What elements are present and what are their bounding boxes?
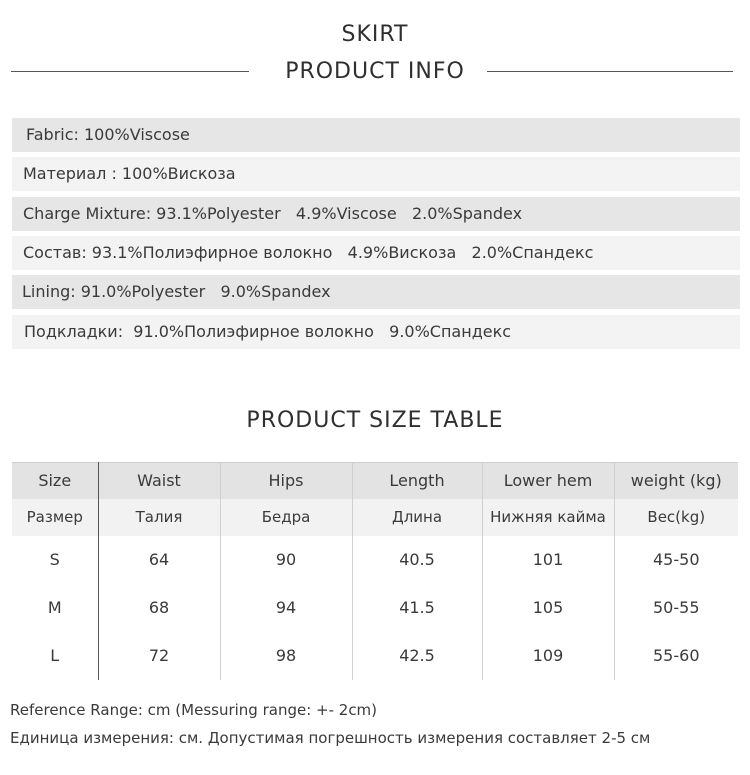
section-title-size-table: PRODUCT SIZE TABLE — [246, 408, 504, 433]
header-lower-hem: Lower hem — [482, 463, 614, 499]
info-row-charge-mixture: Charge Mixture: 93.1%Polyester 4.9%Viscose 2.0%Spandex — [12, 197, 740, 231]
size-table — [12, 462, 738, 680]
cell-size: M — [12, 584, 98, 632]
cell-lower-hem: 105 — [482, 584, 614, 632]
header-hips-ru: Бедра — [220, 499, 352, 536]
cell-lower-hem: 109 — [482, 632, 614, 680]
cell-weight: 45-50 — [653, 550, 700, 569]
cell-length: 40.5 — [352, 536, 482, 584]
info-row-lining-ru: Подкладки: 91.0%Полиэфирное волокно 9.0%Спандекс — [12, 315, 740, 349]
header-waist: Waist — [98, 463, 220, 499]
reference-range-note: Reference Range: cm (Messuring range: +- 2cm) — [10, 701, 378, 719]
info-row-lining: Lining: 91.0%Polyester 9.0%Spandex — [12, 275, 740, 309]
info-row-fabric: Fabric: 100%Viscose — [12, 118, 740, 152]
header-length-ru: Длина — [352, 499, 482, 536]
header-weight: weight (kg) — [630, 471, 722, 491]
cell-waist: 68 — [98, 584, 220, 632]
size-table-header-en — [12, 463, 738, 499]
cell-waist: 72 — [98, 632, 220, 680]
header-length: Length — [352, 463, 482, 499]
table-row — [12, 584, 738, 632]
header-lower-hem-ru: Нижняя кайма — [482, 499, 614, 536]
cell-length: 42.5 — [352, 632, 482, 680]
section-title-product-info: PRODUCT INFO — [285, 59, 465, 84]
header-waist-ru: Талия — [98, 499, 220, 536]
header-hips: Hips — [220, 463, 352, 499]
cell-size: L — [12, 632, 98, 680]
cell-hips: 94 — [220, 584, 352, 632]
cell-hips: 98 — [220, 632, 352, 680]
cell-size: S — [12, 536, 98, 584]
cell-length: 41.5 — [352, 584, 482, 632]
page-title: SKIRT — [341, 22, 409, 47]
size-table-header-ru — [12, 499, 738, 536]
cell-lower-hem: 101 — [482, 536, 614, 584]
section-rule-right — [487, 71, 733, 72]
cell-weight: 55-60 — [653, 646, 700, 665]
header-weight-ru: Вес(kg) — [647, 508, 706, 526]
header-size-ru: Размер — [12, 499, 98, 536]
cell-weight: 50-55 — [653, 598, 700, 617]
cell-waist: 64 — [98, 536, 220, 584]
table-row — [12, 632, 738, 680]
info-row-material: Материал : 100%Вискоза — [12, 157, 740, 191]
table-row — [12, 536, 738, 584]
info-row-composition: Состав: 93.1%Полиэфирное волокно 4.9%Вискоза 2.0%Спандекс — [12, 236, 740, 270]
reference-range-note-ru: Единица измерения: см. Допустимая погрешность измерения составляет 2-5 см — [10, 729, 651, 747]
header-size: Size — [12, 463, 98, 499]
cell-hips: 90 — [220, 536, 352, 584]
